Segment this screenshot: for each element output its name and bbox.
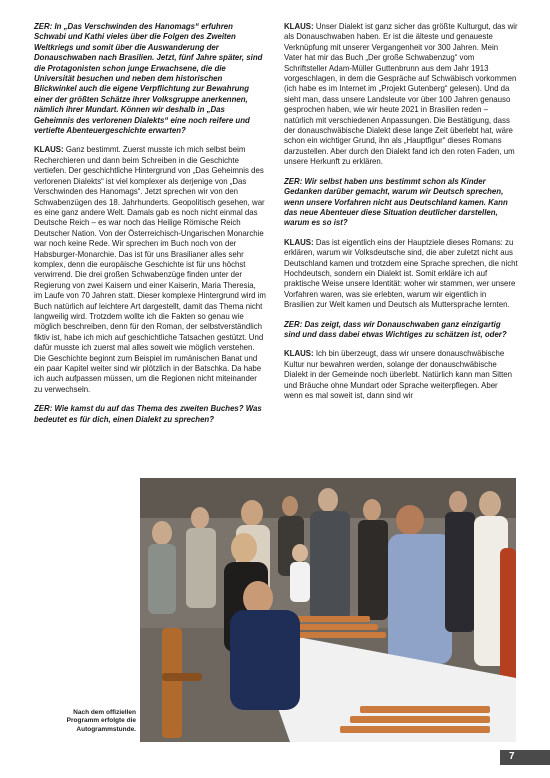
right-text-column [284,22,518,410]
speaker-label: KLAUS: [284,237,314,247]
speaker-label: KLAUS: [284,349,314,359]
answer-4 [284,349,518,401]
page-number: 7 [509,751,515,762]
event-photo [140,478,516,742]
answer-2 [284,22,518,168]
question-3: ZER: Wir selbst haben uns bestimmt schon als Kinder Gedanken darüber gemacht, warum wir Deutsch sprechen, wenn unsere Vorfahren nicht aus Deutschland kamen. Kann das neue Abenteuer diese Situation deutlicher darstellen, warum es so ist? [284,176,508,228]
answer-1 [34,145,266,395]
autograph-session-illustration [140,478,516,742]
answer-text: Ich bin überzeugt, dass wir unsere donauschwäbische Kultur nur bewahren werden, solange der donauschwäbische Dialekt in der Gemeinde noch überlebt. Natürlich kann man Sitten und Bräuche ohne Mundart oder Sprache weiterpflegen. Aber wenn es mal soweit ist, dann sind wir [284,349,513,400]
question-4: ZER: Das zeigt, dass wir Donauschwaben ganz einzigartig sind und dass dabei etwas Wichtiges zu schätzen ist, oder? [284,319,507,339]
speaker-label: KLAUS: [34,145,64,155]
answer-3 [284,238,518,311]
speaker-label: KLAUS: [284,22,314,31]
answer-text: Das ist eigentlich eins der Hauptziele dieses Romans: zu erklären, warum wir Volksdeutsche sind, die aber zuletzt nicht aus Deutschland kamen und trotzdem eine Sprache sprechen, die nicht Hochdeutsch, sondern ein Dialekt ist. Somit erkläre ich auf praktische Weise unsere Identität: woher wir stammen, wer unsere Vorfahren waren, was sie erlebten, warum wir eigentlich in Brasilien zur Welt kamen und Deutsch als Muttersprache lernten. [284,237,518,310]
page-number-bar [500,750,550,765]
question-2: ZER: Wie kamst du auf das Thema des zweiten Buches? Was bedeutet es für dich, einen Dialekt zu sprechen? [34,404,262,424]
answer-text: Unser Dialekt ist ganz sicher das größte Kulturgut, das wir als Donauschwaben haben. Er ist die älteste und genaueste Verknüpfung mit unserer Vergangenheit vor 300 Jahren. Mein Vater hat mir das Buch „Der große Schwabenzug“ vom Schriftsteller Adam-Müller Guttenbrunn aus dem Jahr 1913 vorgeschlagen, in dem die Gespräche auf Schwäbisch vorkommen (ich habe es im Internet im „Projekt Gutenberg“ gelesen). Und da sieht man, dass unsere Landsleute vor über 100 Jahren genauso gesprochen haben, wie wir heute 2021 in Brasilien reden – natürlich mit verschiedenen Anpassungen. Die Bestätigung, dass der donauschwäbische Dialekt diese lange Zeit überlebt hat, wäre schon ein wichtiger Grund, ihn als „Hauptfigur“ dieses Romans darzustellen. Aber durch den Dialekt fand ich den roten Faden, um unsere Herkunft zu erklären. [284,22,518,167]
left-text-column [34,22,266,434]
photo-caption: Nach dem offiziellen Programm erfolgte die Autogrammstunde. [66,709,136,733]
question-1: ZER: In „Das Verschwinden des Hanomags“ erfuhren Schwabi und Kathi vieles über die Folgen des Zweiten Weltkriegs und somit über die Auswanderung der Donauschwaben nach Brasilien. Jetzt, fünf Jahre später, sind die Protagonisten schon junge Erwachsene, die die Universität besuchen und neben dem historischen Blickwinkel auch die eigene Verpflichtung zur Bewahrung einer der größten Schätze ihrer Volksgruppe anerkennen, nämlich ihrer Mundart. Können wir deshalb in „Das Geheimnis des verlorenen Dialekts“ eine noch reifere und vertiefte Abenteuergeschichte erwarten? [34,22,263,136]
answer-text: Ganz bestimmt. Zuerst musste ich mich selbst beim Recherchieren und dann beim Schreiben in die Geschichte vertiefen. Der geschichtliche Hintergrund von „Das Geheimnis des verlorenen Dialekts“ ist viel komplexer als derjenige von „Das Verschwinden des Hanomags“. Jetzt sprechen wir von den Schwabenzügen des 18. Jahrhunderts. Geopolitisch gesehen, war es eine ganz andere Welt. Damals gab es noch nicht einmal das Deutsche Reich – es war noch das Heilige Römische Reich Deutscher Nation. Von der Österreichisch-Ungarischen Monarchie war noch keine Rede. Wir sprechen im Buch noch von der Habsburger-Monarchie. Das ist für uns Brasilianer alles sehr komplex, denn die europäische Geschichte ist für uns höchst verwirrend. Die drei großen Schwabenzüge finden unter der Regierung von zwei Kaisern und einer Kaiserin, Maria Theresia, im Laufe von 70 Jahren statt. Dieser komplexe Hintergrund wird im Buch natürlich auf leichtere Art dargestellt, damit das Thema nicht langweilig wird. Trotzdem wollte ich die Fakten so genau wie möglich beschreiben, denn für den Roman, der selbstverständlich fiktiv ist, habe ich mich auf geschichtliche Tatsachen gestützt. Und dafür musste ich zuerst mal alles soweit wie möglich verstehen. Die Geschichte beginnt zum Beispiel im rumänischen Banat und ein paar Kapitel weiter sind wir plötzlich in der Batschka. Da habe ich auch aufpassen müssen, um die Regionen nicht miteinander zu verwechseln. [34,145,266,394]
